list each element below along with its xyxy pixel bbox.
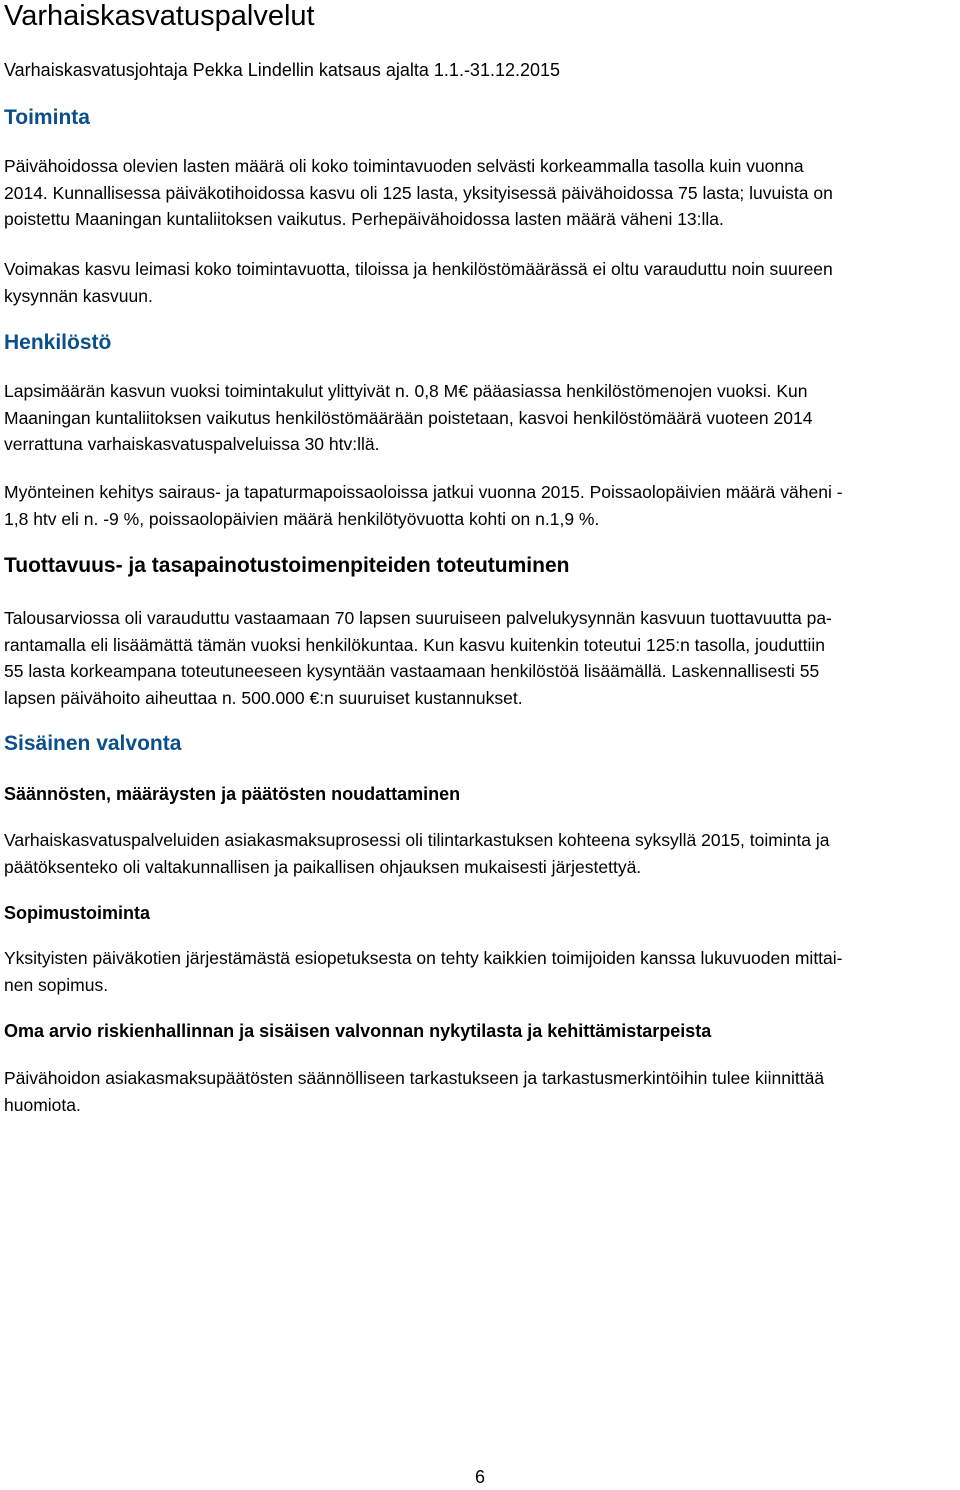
paragraph-toiminta-2: [4, 256, 956, 309]
subheading-sopimustoiminta: Sopimustoiminta: [4, 903, 151, 923]
paragraph-henkilosto-2: [4, 479, 956, 532]
text-line: poistettu Maaningan kuntaliitoksen vaikutus. Perhepäivähoidossa lasten määrä väheni 13:lla.: [4, 209, 724, 229]
paragraph-toiminta-1: [4, 153, 956, 233]
text-line: Varhaiskasvatuspalveluiden asiakasmaksuprosessi oli tilintarkastuksen kohteena syksyllä 2015, toiminta ja: [4, 830, 830, 850]
paragraph-sopimustoiminta: [4, 945, 956, 998]
paragraph-tuottavuus: [4, 605, 956, 711]
text-line: huomiota.: [4, 1094, 81, 1115]
text-line: 1,8 htv eli n. -9 %, poissaolopäivien määrä henkilötyövuotta kohti on n.1,9 %.: [4, 508, 600, 529]
text-line: Yksityisten päiväkotien järjestämästä esiopetuksesta on tehty kaikkien toimijoiden kanssa lukuvuoden mittai-: [4, 948, 843, 968]
page-number: 6: [474, 1467, 485, 1487]
section-heading-henkilosto: Henkilöstö: [4, 331, 112, 354]
text-line: Lapsimäärän kasvun vuoksi toimintakulut ylittyivät n. 0,8 M€ pääasiassa henkilöstömenojen vuoksi. Kun: [4, 381, 808, 401]
subheading-saannosten: Säännösten, määräysten ja päätösten noudattaminen: [4, 784, 461, 804]
paragraph-henkilosto-1: [4, 378, 956, 458]
text-line: 55 lasta korkeampana toteutuneeseen kysyntään vastaamaan henkilöstöä lisäämällä. Laskennallisesti 55: [4, 661, 820, 681]
paragraph-saannosten: [4, 827, 956, 880]
text-line: Voimakas kasvu leimasi koko toimintavuotta, tiloissa ja henkilöstömäärässä ei oltu varauduttu noin suureen: [4, 259, 833, 279]
subheading-oma-arvio: Oma arvio riskienhallinnan ja sisäisen valvonnan nykytilasta ja kehittämistarpeista: [4, 1021, 712, 1041]
section-heading-valvonta: Sisäinen valvonta: [4, 732, 182, 755]
text-line: nen sopimus.: [4, 974, 109, 995]
text-line: Päivähoidon asiakasmaksupäätösten säännölliseen tarkastukseen ja tarkastusmerkintöihin tulee kiinnittää: [4, 1068, 825, 1088]
section-heading-tuottavuus: Tuottavuus- ja tasapainotustoimenpiteiden toteutuminen: [4, 554, 570, 577]
text-line: kysynnän kasvuun.: [4, 285, 153, 306]
text-line: Talousarviossa oli varauduttu vastaamaan 70 lapsen suuruiseen palvelukysynnän kasvuun tuottavuutta pa-: [4, 608, 832, 628]
text-line: rantamalla eli lisäämättä tämän vuoksi henkilökuntaa. Kun kasvu kuitenkin toteutui 125:n tasolla, jouduttiin: [4, 634, 826, 655]
text-line: 2014. Kunnallisessa päiväkotihoidossa kasvu oli 125 lasta, yksityisessä päivähoidossa 75 lasta; luvuista on: [4, 182, 833, 203]
text-line: päätöksenteko oli valtakunnallisen ja paikallisen ohjauksen mukaisesti järjestettyä.: [4, 856, 642, 877]
paragraph-oma-arvio: [4, 1065, 956, 1118]
text-line: Maaningan kuntaliitoksen vaikutus henkilöstömäärään poistetaan, kasvoi henkilöstömäärä vuoteen 2014: [4, 407, 813, 428]
page-title: Varhaiskasvatuspalvelut: [4, 0, 315, 32]
text-line: Myönteinen kehitys sairaus- ja tapaturmapoissaoloissa jatkui vuonna 2015. Poissaolopäivien määrä väheni -: [4, 482, 843, 502]
section-heading-toiminta: Toiminta: [4, 106, 90, 129]
text-line: lapsen päivähoito aiheuttaa n. 500.000 €:n suuruiset kustannukset.: [4, 687, 523, 708]
report-subtitle: Varhaiskasvatusjohtaja Pekka Lindellin katsaus ajalta 1.1.-31.12.2015: [4, 60, 561, 80]
text-line: Päivähoidossa olevien lasten määrä oli koko toimintavuoden selvästi korkeammalla tasolla kuin vuonna: [4, 156, 804, 176]
text-line: verrattuna varhaiskasvatuspalveluissa 30 htv:llä.: [4, 434, 380, 454]
